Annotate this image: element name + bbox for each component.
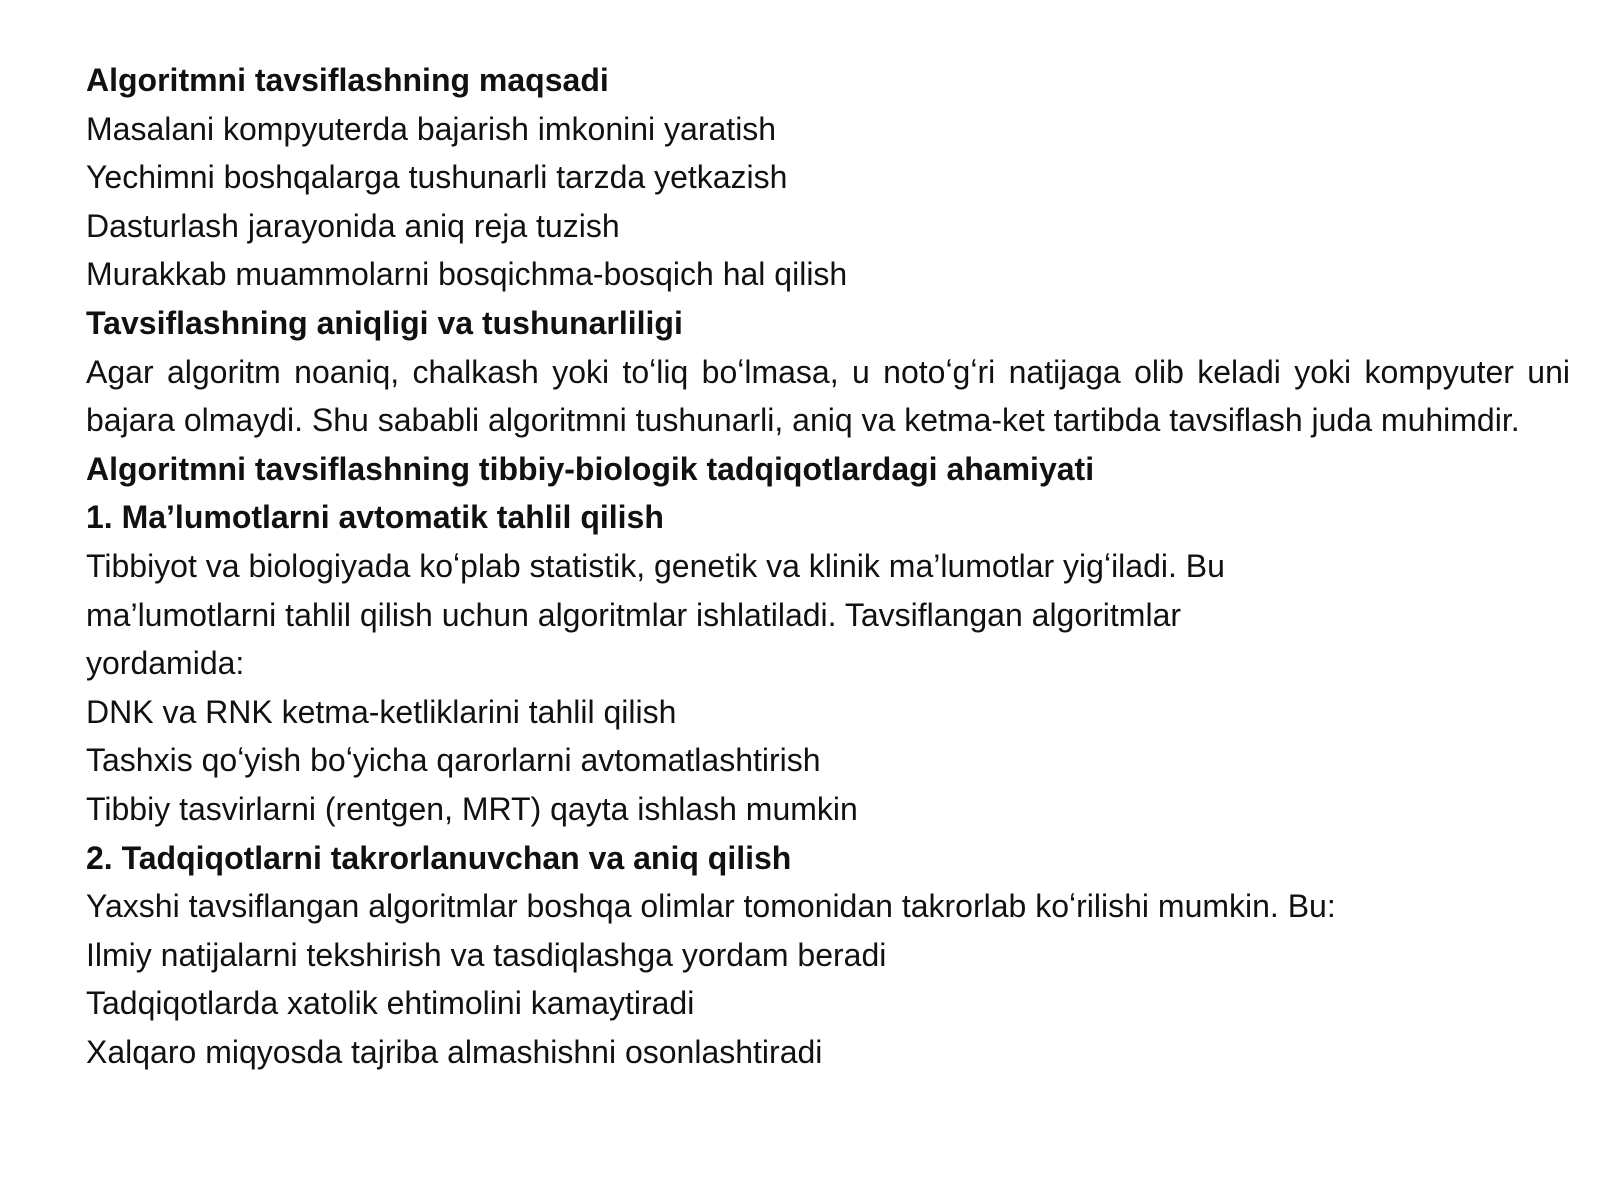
subsection-heading-analysis: 1. Ma’lumotlarni avtomatik tahlil qilish: [86, 499, 664, 536]
paragraph-line: Yaxshi tavsiflangan algoritmlar boshqa olimlar tomonidan takrorlab koʻrilishi mumkin. Bu:: [86, 888, 1336, 925]
document-page: [86, 56, 1570, 1076]
section-heading-clarity: Tavsiflashning aniqligi va tushunarliligi: [86, 304, 683, 341]
list-item: Dasturlash jarayonida aniq reja tuzish: [86, 207, 620, 244]
paragraph-line: Tibbiyot va biologiyada koʻplab statistik, genetik va klinik ma’lumotlar yigʻiladi. Bu: [86, 547, 1225, 584]
list-item: Yechimni boshqalarga tushunarli tarzda yetkazish: [86, 159, 788, 196]
subsection-heading-reproducibility: 2. Tadqiqotlarni takrorlanuvchan va aniq qilish: [86, 839, 792, 876]
list-item: Tashxis qoʻyish boʻyicha qarorlarni avtomatlashtirish: [86, 742, 821, 779]
list-item: DNK va RNK ketma-ketliklarini tahlil qilish: [86, 693, 677, 730]
paragraph-clarity: Agar algoritm noaniq, chalkash yoki toʻliq boʻlmasa, u notoʻgʻri natijaga olib keladi yoki kompyuter uni bajara olmaydi. Shu sababli algoritmni tushunarli, aniq va ketma-ket tartibda tavsiflash juda muhimdir.: [86, 353, 1570, 439]
section-heading-biomedical: Algoritmni tavsiflashning tibbiy-biologik tadqiqotlardagi ahamiyati: [86, 450, 1095, 487]
list-item: Xalqaro miqyosda tajriba almashishni osonlashtiradi: [86, 1033, 823, 1070]
section-heading-purpose: Algoritmni tavsiflashning maqsadi: [86, 62, 609, 98]
list-item: Masalani kompyuterda bajarish imkonini yaratish: [86, 110, 777, 147]
paragraph-line: yordamida:: [86, 645, 245, 682]
list-item: Ilmiy natijalarni tekshirish va tasdiqlashga yordam beradi: [86, 936, 887, 973]
list-item: Murakkab muammolarni bosqichma-bosqich hal qilish: [86, 256, 848, 293]
paragraph-line: ma’lumotlarni tahlil qilish uchun algoritmlar ishlatiladi. Tavsiflangan algoritmlar: [86, 596, 1182, 633]
list-item: Tibbiy tasvirlarni (rentgen, MRT) qayta ishlash mumkin: [86, 790, 858, 827]
list-item: Tadqiqotlarda xatolik ehtimolini kamaytiradi: [86, 985, 695, 1022]
